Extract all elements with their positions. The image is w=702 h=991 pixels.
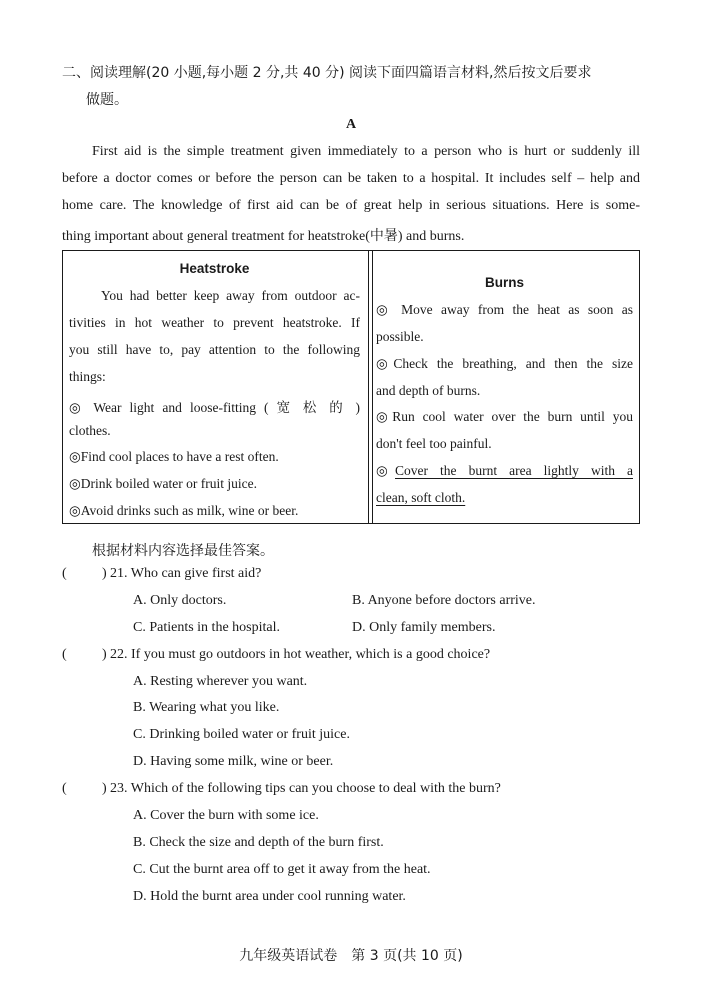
section-heading-continued: 做题。 [86,92,128,108]
option: B. Check the size and depth of the burn first. [133,835,384,850]
option: C. Cut the burnt area off to get it away from the heat. [133,862,431,877]
burns-line: possible. [376,329,424,344]
option: A. Resting wherever you want. [133,674,308,689]
burns-line: and depth of burns. [376,383,481,398]
burns-tip-underlined: Cover the burnt area lightly with a [395,463,633,478]
heatstroke-tip: ◎ Wear light and loose-fitting ( 宽 松 的 ) [69,400,360,415]
table-divider [368,251,369,523]
passage-line: before a doctor comes or before the person can be taken to a hospital. It includes self – help and [62,171,640,186]
burns-tip: ◎ Move away from the heat as soon as [376,302,633,317]
burns-header: Burns [484,275,524,290]
option: D. Having some milk, wine or beer. [133,754,334,769]
heatstroke-line: things: [69,369,106,384]
answer-blank-close: ) [102,647,107,662]
option: A. Only doctors. [133,593,227,608]
heatstroke-line: clothes. [69,423,111,438]
heatstroke-header: Heatstroke [179,261,250,276]
answer-blank-close: ) [102,781,107,796]
answer-blank-open: ( [62,647,67,662]
answer-blank-open: ( [62,566,67,581]
answer-blank-open: ( [62,781,67,796]
passage-line: thing important about general treatment for heatstroke(中暑) and burns. [62,229,465,244]
passage-line: home care. The knowledge of first aid can be of great help in serious situations. Here is some- [62,198,640,213]
instruction: 根据材料内容选择最佳答案。 [92,543,274,559]
heatstroke-tip: ◎Drink boiled water or fruit juice. [69,476,257,491]
burns-line: don't feel too painful. [376,436,492,451]
table-divider [372,251,373,523]
burns-tip: ◎Run cool water over the burn until you [376,409,633,424]
heatstroke-line: You had better keep away from outdoor ac- [101,288,360,303]
option: A. Cover the burn with some ice. [133,808,319,823]
answer-blank-close: ) [102,566,107,581]
burns-line-underlined: clean, soft cloth. [376,490,466,505]
section-heading: 二、阅读理解(20 小题,每小题 2 分,共 40 分) 阅读下面四篇语言材料,然后按文后要求 [62,65,592,81]
question-text: 22. If you must go outdoors in hot weather, which is a good choice? [110,647,491,662]
option: B. Wearing what you like. [133,700,280,715]
passage-line: First aid is the simple treatment given immediately to a person who is hurt or suddenly ill [92,144,640,159]
burns-tip-bullet: ◎ [376,463,388,478]
heatstroke-tip: ◎Find cool places to have a rest often. [69,449,279,464]
option: D. Only family members. [352,620,496,635]
passage-label: A [345,117,357,132]
option: B. Anyone before doctors arrive. [352,593,536,608]
option: C. Patients in the hospital. [133,620,280,635]
option: C. Drinking boiled water or fruit juice. [133,727,350,742]
page-footer: 九年级英语试卷 第 3 页(共 10 页) [239,948,463,964]
first-aid-table [62,250,640,524]
question-text: 23. Which of the following tips can you choose to deal with the burn? [110,781,501,796]
heatstroke-line: tivities in hot weather to prevent heatstroke. If [69,315,360,330]
burns-tip: ◎Check the breathing, and then the size [376,356,633,371]
heatstroke-line: you still have to, pay attention to the following [69,342,360,357]
heatstroke-tip: ◎Avoid drinks such as milk, wine or beer. [69,503,299,518]
option: D. Hold the burnt area under cool running water. [133,889,406,904]
question-text: 21. Who can give first aid? [110,566,262,581]
